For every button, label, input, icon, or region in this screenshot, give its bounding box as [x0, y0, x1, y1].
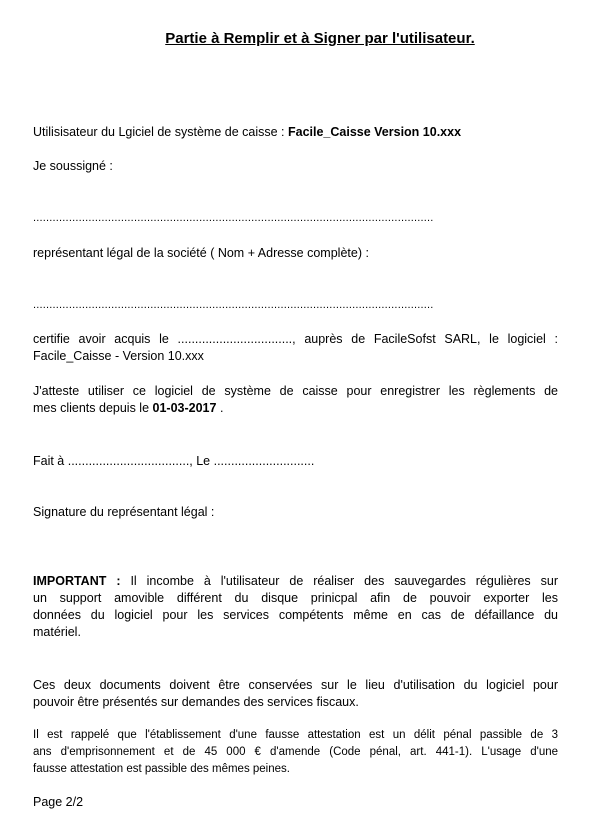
- attest-paragraph: [33, 383, 558, 417]
- page-number: Page 2/2: [33, 795, 84, 809]
- attest-date: 01-03-2017: [152, 401, 217, 415]
- legal-notice-line-2: ans d'emprisonnement et de 45 000 € d'amende (Code pénal, art. 441-1). L'usage d'une: [33, 746, 558, 758]
- legal-notice-line-1: Il est rappelé que l'établissement d'une fausse attestation est un délit pénal passible de 3: [33, 729, 558, 741]
- page-title: Partie à Remplir et à Signer par l'utilisateur.: [165, 30, 475, 47]
- software-line-prefix: Utilisisateur du Lgiciel de système de caisse :: [33, 125, 288, 139]
- important-line-3: données du logiciel pour les services compétents même en cas de défaillance du: [33, 608, 558, 622]
- important-line-1: IMPORTANT : Il incombe à l'utilisateur de réaliser des sauvegardes régulières sur: [33, 574, 558, 588]
- certify-line-2: Facile_Caisse - Version 10.xxx: [33, 349, 204, 363]
- company-dotted-line: ...........................................................................................................................: [33, 299, 434, 311]
- conservation-line-1: Ces deux documents doivent être conservées sur le lieu d'utilisation du logiciel pour: [33, 678, 558, 692]
- undersigned-label: Je soussigné :: [33, 159, 113, 173]
- undersigned-dotted-line: ...........................................................................................................................: [33, 212, 434, 224]
- software-line: [33, 124, 461, 141]
- certify-paragraph: [33, 331, 558, 365]
- important-line-2: un support amovible différent du disque prinicpal afin de pouvoir exporter les: [33, 591, 558, 605]
- certify-line-1: certifie avoir acquis le ................................., auprès de FacileSofst SARL, le logiciel :: [33, 332, 558, 346]
- important-paragraph: [33, 573, 558, 641]
- legal-representative-label: représentant légal de la société ( Nom + Adresse complète) :: [33, 246, 369, 260]
- software-product-name: Facile_Caisse Version 10.xxx: [287, 125, 462, 139]
- legal-notice-line-3: fausse attestation est passible des mêmes peines.: [33, 763, 290, 775]
- important-label: IMPORTANT :: [33, 574, 121, 588]
- place-date-line: Fait à ..................................., Le .............................: [33, 454, 315, 468]
- conservation-paragraph: [33, 677, 558, 711]
- important-line-4: matériel.: [33, 625, 81, 639]
- legal-notice-paragraph: [33, 727, 558, 778]
- signature-label: Signature du représentant légal :: [33, 505, 215, 519]
- attest-line-2: mes clients depuis le 01-03-2017 .: [33, 401, 224, 415]
- attest-line-1: J'atteste utiliser ce logiciel de système de caisse pour enregistrer les règlements de: [33, 384, 558, 398]
- conservation-line-2: pouvoir être présentés sur demandes des services fiscaux.: [33, 695, 359, 709]
